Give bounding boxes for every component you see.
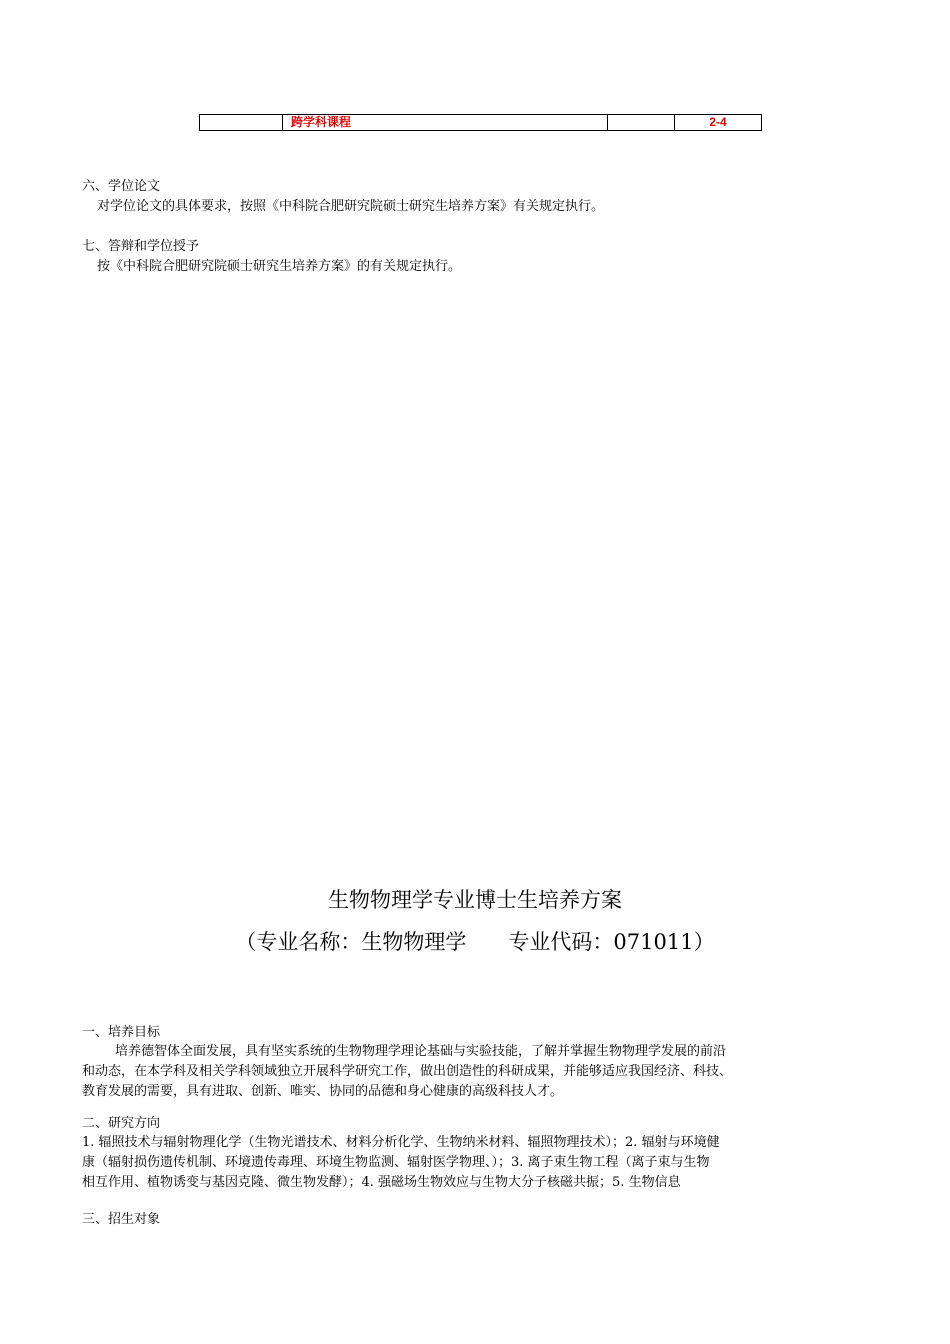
table-cell-empty [608, 115, 675, 131]
part-1-heading: 一、培养目标 [82, 1025, 161, 1040]
section-6-body: 对学位论文的具体要求，按照《中科院合肥研究院硕士研究生培养方案》有关规定执行。 [97, 199, 605, 214]
course-table [199, 114, 762, 131]
paragraph-line: 和动态，在本学科及相关学科领域独立开展科学研究工作，做出创造性的科研成果，并能够适应我国经济、科技、 [82, 1064, 733, 1079]
part-2-heading: 二、研究方向 [82, 1116, 161, 1131]
paragraph-line: 培养德智体全面发展，具有坚实系统的生物物理学理论基础与实验技能，了解并掌握生物物理学发展的前沿 [115, 1044, 727, 1059]
document-subtitle: （专业名称：生物物理学 专业代码：071011） [235, 930, 715, 954]
part-2-body [82, 1133, 872, 1193]
document-title: 生物物理学专业博士生培养方案 [328, 888, 622, 912]
paragraph-line: 康（辐射损伤遗传机制、环境遗传毒理、环境生物监测、辐射医学物理、）；3. 离子束生物工程（离子束与生物 [82, 1155, 710, 1170]
paragraph-line: 1. 辐照技术与辐射物理化学（生物光谱技术、材料分析化学、生物纳米材料、辐照物理技术）；2. 辐射与环境健 [82, 1135, 720, 1150]
course-name-cell: 跨学科课程 [283, 115, 608, 131]
section-7-body: 按《中科院合肥研究院硕士研究生培养方案》的有关规定执行。 [97, 259, 462, 274]
section-6-heading: 六、学位论文 [82, 179, 161, 194]
part-3-heading: 三、招生对象 [82, 1212, 161, 1227]
course-credits-cell: 2-4 [675, 115, 762, 131]
table-row [200, 115, 762, 131]
paragraph-line: 教育发展的需要，具有进取、创新、唯实、协同的品德和身心健康的高级科技人才。 [82, 1084, 564, 1099]
section-7-heading: 七、答辩和学位授予 [82, 239, 200, 254]
paragraph-line: 相互作用、植物诱变与基因克隆、微生物发酵）；4. 强磁场生物效应与生物大分子核磁共振；5. 生物信息 [82, 1175, 681, 1190]
part-1-body [82, 1042, 872, 1102]
table-cell-empty [200, 115, 283, 131]
